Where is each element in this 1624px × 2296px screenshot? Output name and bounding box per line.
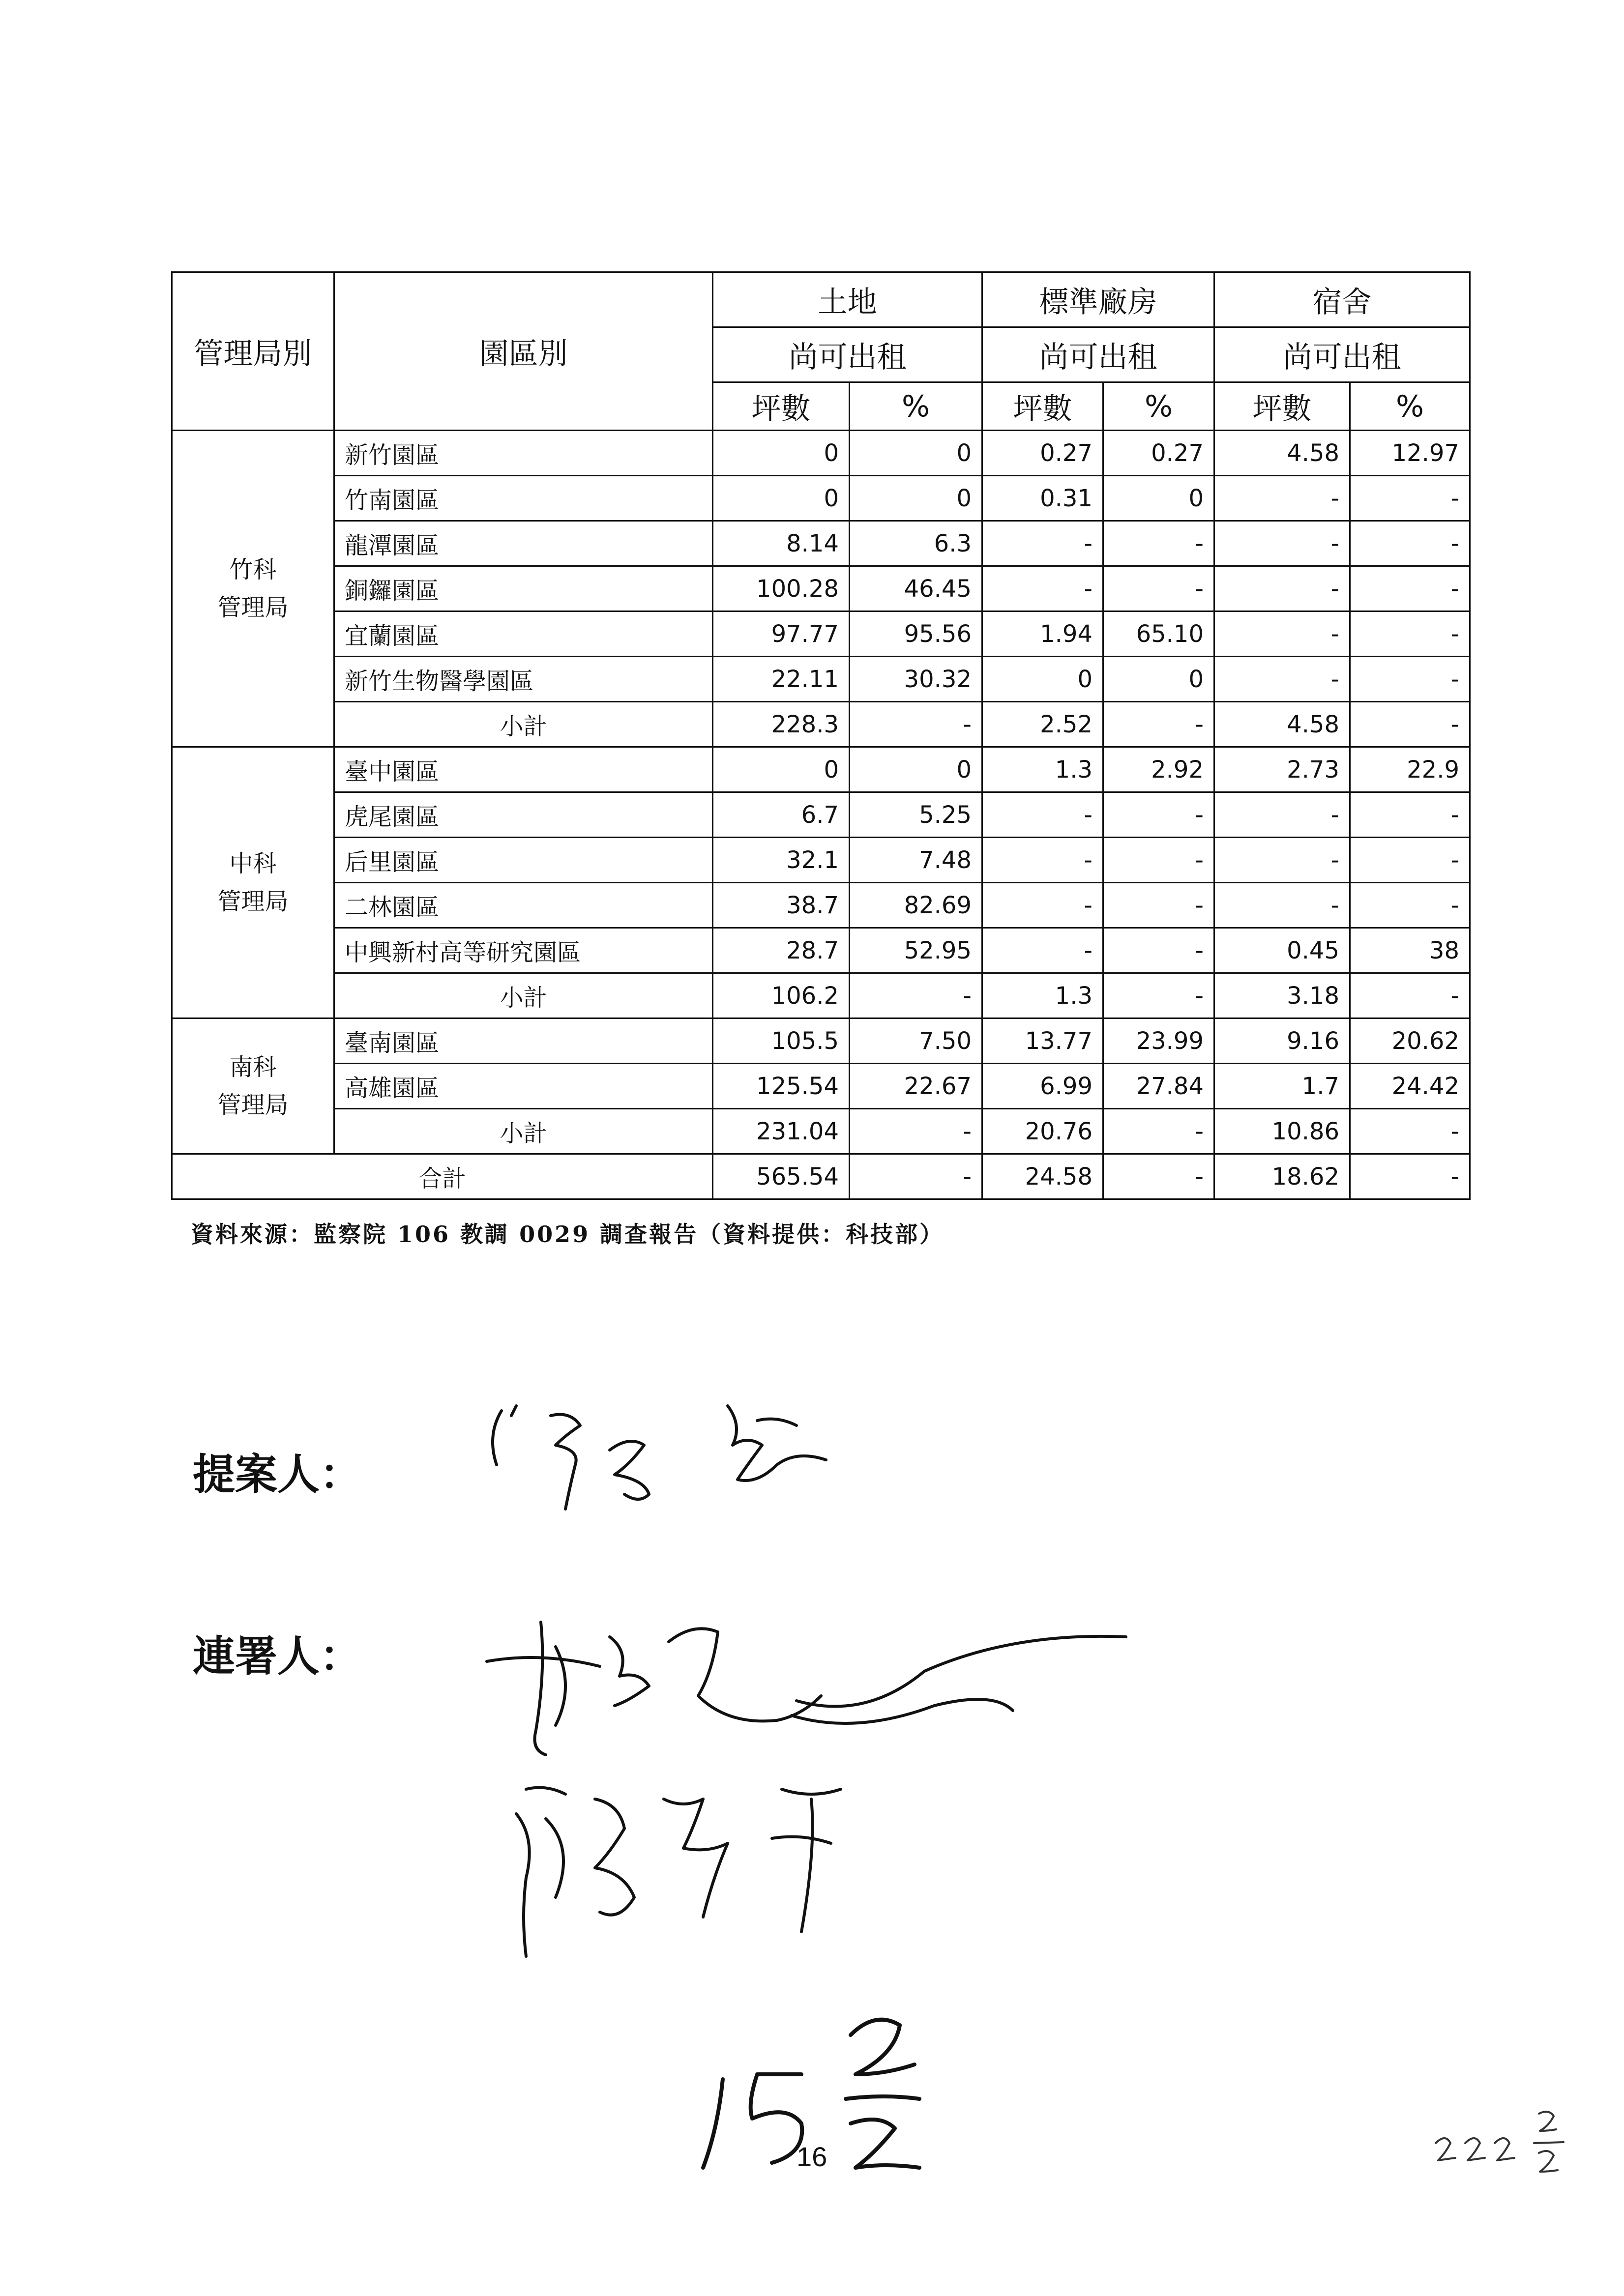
value-cell: 0.45 [1214, 928, 1350, 973]
value-cell: - [1103, 566, 1214, 611]
value-cell: 6.3 [850, 521, 982, 566]
subtotal-value: 228.3 [713, 702, 850, 747]
total-row [172, 1154, 1470, 1199]
table-row [172, 792, 1470, 838]
value-cell: - [1350, 657, 1470, 702]
admin-label: 中科 [229, 849, 277, 877]
value-cell: - [1214, 838, 1350, 883]
header-factory: 標準廠房 [982, 272, 1214, 327]
subtotal-value: - [1350, 1109, 1470, 1154]
subtotal-value: 106.2 [713, 973, 850, 1018]
value-cell: 6.7 [713, 792, 850, 838]
subtotal-value: - [1350, 702, 1470, 747]
park-name: 臺南園區 [334, 1018, 713, 1064]
value-cell: 0 [713, 476, 850, 521]
value-cell: - [1214, 883, 1350, 928]
value-cell: 9.16 [1214, 1018, 1350, 1064]
subtotal-value: 4.58 [1214, 702, 1350, 747]
value-cell: - [982, 928, 1103, 973]
table-body [172, 431, 1470, 1199]
value-cell: 125.54 [713, 1064, 850, 1109]
admin-label: 南科 [229, 1053, 277, 1081]
park-name: 高雄園區 [334, 1064, 713, 1109]
value-cell: - [1214, 476, 1350, 521]
value-cell: 13.77 [982, 1018, 1103, 1064]
subtotal-value: - [850, 702, 982, 747]
rental-table [171, 271, 1471, 1200]
header-land-rentable: 尚可出租 [713, 327, 982, 382]
value-cell: 7.50 [850, 1018, 982, 1064]
subtotal-value: 3.18 [1214, 973, 1350, 1018]
subtotal-label: 小計 [334, 702, 713, 747]
value-cell: - [1350, 566, 1470, 611]
value-cell: - [1103, 838, 1214, 883]
value-cell: 0.27 [982, 431, 1103, 476]
value-cell: 28.7 [713, 928, 850, 973]
table-row [172, 883, 1470, 928]
admin-label: 管理局 [217, 593, 289, 621]
park-name: 銅鑼園區 [334, 566, 713, 611]
value-cell: 4.58 [1214, 431, 1350, 476]
value-cell: 0 [713, 747, 850, 792]
value-cell: 82.69 [850, 883, 982, 928]
value-cell: - [1350, 838, 1470, 883]
value-cell: 22.9 [1350, 747, 1470, 792]
value-cell: 46.45 [850, 566, 982, 611]
value-cell: - [1103, 928, 1214, 973]
value-cell: 38 [1350, 928, 1470, 973]
value-cell: - [982, 792, 1103, 838]
value-cell: 23.99 [1103, 1018, 1214, 1064]
cosigner-signature-1 [482, 1612, 1160, 1789]
subtotal-value: 2.52 [982, 702, 1103, 747]
value-cell: 0 [982, 657, 1103, 702]
header-dorm-rentable: 尚可出租 [1214, 327, 1470, 382]
value-cell: 100.28 [713, 566, 850, 611]
subtotal-value: 10.86 [1214, 1109, 1350, 1154]
table-row [172, 566, 1470, 611]
value-cell: - [982, 566, 1103, 611]
total-value: - [1103, 1154, 1214, 1199]
corner-handwritten-note [1426, 2104, 1583, 2182]
value-cell: - [1350, 476, 1470, 521]
value-cell: 97.77 [713, 611, 850, 657]
table-row [172, 747, 1470, 792]
value-cell: 2.73 [1214, 747, 1350, 792]
table-row [172, 431, 1470, 476]
header-land-ping: 坪數 [713, 382, 850, 431]
value-cell: - [1214, 566, 1350, 611]
admin-label: 管理局 [217, 1091, 289, 1119]
value-cell: - [1214, 611, 1350, 657]
total-value: - [1350, 1154, 1470, 1199]
table-row [172, 611, 1470, 657]
header-dorm-ping: 坪數 [1214, 382, 1350, 431]
subtotal-label: 小計 [334, 1109, 713, 1154]
header-dorm: 宿舍 [1214, 272, 1470, 327]
table-row [172, 1018, 1470, 1064]
park-name: 新竹園區 [334, 431, 713, 476]
admin-cell [172, 1018, 334, 1154]
value-cell: 1.7 [1214, 1064, 1350, 1109]
admin-cell [172, 431, 334, 747]
value-cell: 5.25 [850, 792, 982, 838]
cosigner-label: 連署人： [193, 1631, 362, 1681]
subtotal-value: - [850, 1109, 982, 1154]
value-cell: 12.97 [1350, 431, 1470, 476]
value-cell: 38.7 [713, 883, 850, 928]
table-row [172, 1064, 1470, 1109]
subtotal-value: 231.04 [713, 1109, 850, 1154]
header-land: 土地 [713, 272, 982, 327]
header-dorm-pct: % [1350, 382, 1470, 431]
value-cell: 95.56 [850, 611, 982, 657]
subtotal-value: - [1103, 702, 1214, 747]
park-name: 新竹生物醫學園區 [334, 657, 713, 702]
table-row [172, 928, 1470, 973]
header-admin: 管理局別 [172, 272, 334, 431]
value-cell: - [1103, 521, 1214, 566]
proposer-signature [482, 1396, 875, 1524]
park-name: 后里園區 [334, 838, 713, 883]
park-name: 虎尾園區 [334, 792, 713, 838]
park-name: 中興新村高等研究園區 [334, 928, 713, 973]
table-row [172, 657, 1470, 702]
cosigner-signature-2 [497, 1770, 880, 2005]
value-cell: 52.95 [850, 928, 982, 973]
header-factory-rentable: 尚可出租 [982, 327, 1214, 382]
value-cell: 22.67 [850, 1064, 982, 1109]
subtotal-row [172, 702, 1470, 747]
table-row [172, 476, 1470, 521]
page-number: 16 [797, 2141, 827, 2172]
park-name: 二林園區 [334, 883, 713, 928]
value-cell: 0.27 [1103, 431, 1214, 476]
subtotal-value: - [850, 973, 982, 1018]
subtotal-row [172, 973, 1470, 1018]
admin-label: 管理局 [217, 887, 289, 915]
value-cell: 20.62 [1350, 1018, 1470, 1064]
subtotal-value: - [1103, 973, 1214, 1018]
subtotal-value: - [1103, 1109, 1214, 1154]
total-value: - [850, 1154, 982, 1199]
value-cell: 30.32 [850, 657, 982, 702]
value-cell: 0 [1103, 476, 1214, 521]
value-cell: - [1214, 792, 1350, 838]
value-cell: - [1103, 883, 1214, 928]
header-land-pct: % [850, 382, 982, 431]
header-park: 園區別 [334, 272, 713, 431]
data-source-note: 資料來源：監察院 106 教調 0029 調查報告（資料提供：科技部） [191, 1221, 945, 1248]
value-cell: - [1103, 792, 1214, 838]
value-cell: 0 [1103, 657, 1214, 702]
value-cell: 0 [850, 476, 982, 521]
value-cell: 0 [850, 431, 982, 476]
value-cell: 1.3 [982, 747, 1103, 792]
value-cell: 32.1 [713, 838, 850, 883]
value-cell: - [1350, 792, 1470, 838]
value-cell: 0 [713, 431, 850, 476]
value-cell: 7.48 [850, 838, 982, 883]
admin-label: 竹科 [229, 555, 277, 583]
value-cell: 65.10 [1103, 611, 1214, 657]
subtotal-row [172, 1109, 1470, 1154]
value-cell: - [1214, 657, 1350, 702]
table-row [172, 838, 1470, 883]
park-name: 龍潭園區 [334, 521, 713, 566]
admin-cell [172, 747, 334, 1018]
total-label: 合計 [172, 1154, 713, 1199]
total-value: 18.62 [1214, 1154, 1350, 1199]
subtotal-value: 20.76 [982, 1109, 1103, 1154]
park-name: 臺中園區 [334, 747, 713, 792]
table-row [172, 521, 1470, 566]
value-cell: - [1350, 611, 1470, 657]
value-cell: - [1350, 883, 1470, 928]
total-value: 565.54 [713, 1154, 850, 1199]
value-cell: - [1350, 521, 1470, 566]
value-cell: 1.94 [982, 611, 1103, 657]
value-cell: 8.14 [713, 521, 850, 566]
header-factory-pct: % [1103, 382, 1214, 431]
value-cell: 27.84 [1103, 1064, 1214, 1109]
value-cell: 6.99 [982, 1064, 1103, 1109]
value-cell: - [982, 521, 1103, 566]
park-name: 宜蘭園區 [334, 611, 713, 657]
header-factory-ping: 坪數 [982, 382, 1103, 431]
value-cell: 0 [850, 747, 982, 792]
proposer-label: 提案人： [193, 1450, 362, 1499]
value-cell: 0.31 [982, 476, 1103, 521]
subtotal-value: - [1350, 973, 1470, 1018]
subtotal-label: 小計 [334, 973, 713, 1018]
value-cell: 22.11 [713, 657, 850, 702]
value-cell: 2.92 [1103, 747, 1214, 792]
value-cell: 105.5 [713, 1018, 850, 1064]
value-cell: - [982, 883, 1103, 928]
value-cell: - [1214, 521, 1350, 566]
value-cell: - [982, 838, 1103, 883]
park-name: 竹南園區 [334, 476, 713, 521]
value-cell: 24.42 [1350, 1064, 1470, 1109]
total-value: 24.58 [982, 1154, 1103, 1199]
subtotal-value: 1.3 [982, 973, 1103, 1018]
